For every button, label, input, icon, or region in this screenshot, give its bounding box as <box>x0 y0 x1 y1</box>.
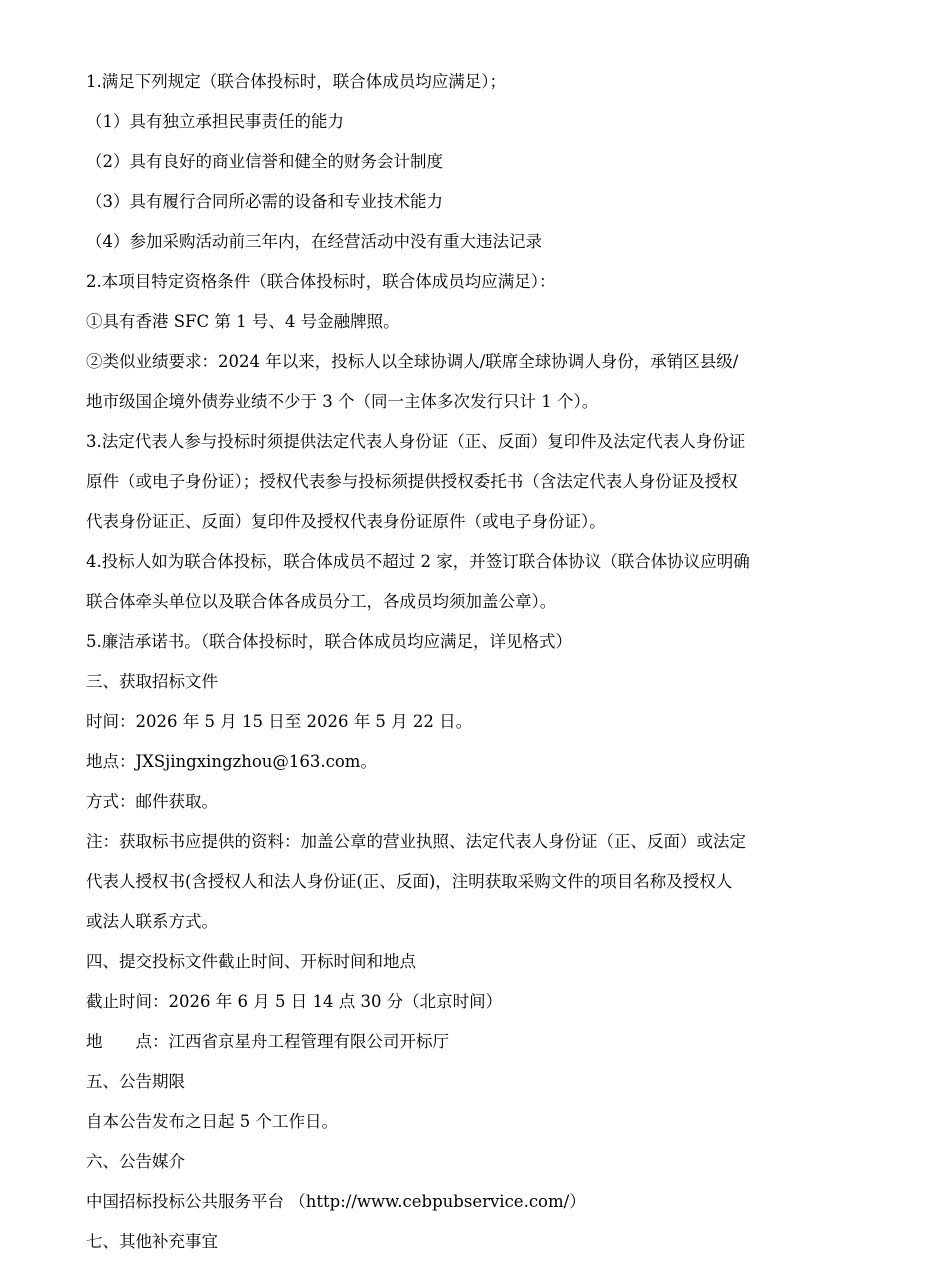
section-3-heading: 三、获取招标文件 <box>86 672 218 691</box>
requirement-2-item-2-cont: 地市级国企境外债券业绩不少于 3 个（同一主体多次发行只计 1 个）。 <box>86 392 599 411</box>
requirement-3-cont-1: 原件（或电子身份证）；授权代表参与投标须提供授权委托书（含法定代表人身份证及授权 <box>86 472 738 491</box>
obtain-method: 方式：邮件获取。 <box>86 792 218 811</box>
bid-location: 地 点：江西省京星舟工程管理有限公司开标厅 <box>86 1032 449 1051</box>
deadline: 截止时间：2026 年 6 月 5 日 14 点 30 分（北京时间） <box>86 992 503 1011</box>
requirement-1-item-3: （3）具有履行合同所必需的设备和专业技术能力 <box>86 192 443 211</box>
requirement-1-item-1: （1）具有独立承担民事责任的能力 <box>86 112 344 131</box>
requirement-1-item-4: （4）参加采购活动前三年内，在经营活动中没有重大违法记录 <box>86 232 542 251</box>
obtain-note-cont-2: 或法人联系方式。 <box>86 912 218 931</box>
obtain-time: 时间：2026 年 5 月 15 日至 2026 年 5 月 22 日。 <box>86 712 473 731</box>
section-7-heading: 七、其他补充事宜 <box>86 1232 218 1251</box>
document-body <box>86 62 806 1262</box>
requirement-2-heading: 2.本项目特定资格条件（联合体投标时，联合体成员均应满足）： <box>86 272 556 291</box>
obtain-note: 注：获取标书应提供的资料：加盖公章的营业执照、法定代表人身份证（正、反面）或法定 <box>86 832 746 851</box>
requirement-4: 4.投标人如为联合体投标，联合体成员不超过 2 家，并签订联合体协议（联合体协议应明确 <box>86 552 750 571</box>
requirement-3-cont-2: 代表身份证正、反面）复印件及授权代表身份证原件（或电子身份证）。 <box>86 512 606 531</box>
requirement-2-item-2: ②类似业绩要求：2024 年以来，投标人以全球协调人/联席全球协调人身份，承销区县级/ <box>86 352 739 371</box>
requirement-3: 3.法定代表人参与投标时须提供法定代表人身份证（正、反面）复印件及法定代表人身份证 <box>86 432 746 451</box>
obtain-note-cont-1: 代表人授权书(含授权人和法人身份证(正、反面)，注明获取采购文件的项目名称及授权人 <box>86 872 733 891</box>
requirement-4-cont: 联合体牵头单位以及联合体各成员分工，各成员均须加盖公章）。 <box>86 592 557 611</box>
notice-media: 中国招标投标公共服务平台 （http://www.cebpubservice.com/） <box>86 1192 586 1211</box>
obtain-location: 地点：JXSjingxingzhou@163.com。 <box>86 752 377 771</box>
section-6-heading: 六、公告媒介 <box>86 1152 185 1171</box>
notice-period: 自本公告发布之日起 5 个工作日。 <box>86 1112 338 1131</box>
section-5-heading: 五、公告期限 <box>86 1072 185 1091</box>
requirement-1-item-2: （2）具有良好的商业信誉和健全的财务会计制度 <box>86 152 443 171</box>
requirement-2-item-1: ①具有香港 SFC 第 1 号、4 号金融牌照。 <box>86 312 400 331</box>
requirement-1-heading: 1.满足下列规定（联合体投标时，联合体成员均应满足）； <box>86 72 506 91</box>
section-4-heading: 四、提交投标文件截止时间、开标时间和地点 <box>86 952 416 971</box>
requirement-5: 5.廉洁承诺书。（联合体投标时，联合体成员均应满足，详见格式） <box>86 632 572 651</box>
